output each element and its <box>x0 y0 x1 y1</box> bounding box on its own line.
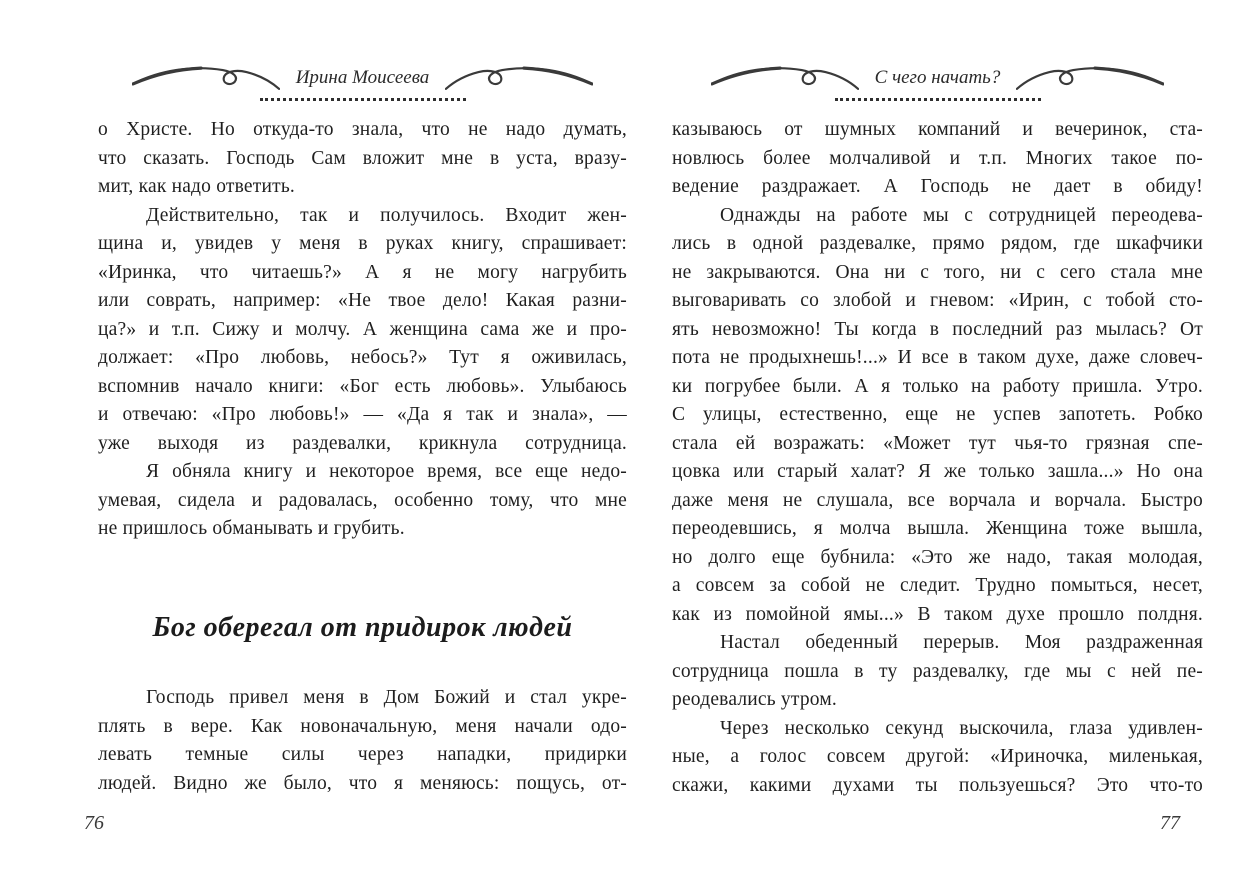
flourish-ornament-icon <box>132 62 280 94</box>
text-line: а совсем за собой не следит. Трудно помыться, несет, <box>672 575 1203 596</box>
left-page-header <box>98 62 627 101</box>
text-line: левать темные силы через нападки, придирки <box>98 744 627 765</box>
text-line: новлюсь более молчаливой и т.п. Многих такое по- <box>672 147 1203 169</box>
text-line: вспомнив начало книги: «Бог есть любовь». Улыбаюсь <box>98 375 627 397</box>
text-line: «Иринка, что читаешь?» А я не могу нагрубить <box>98 261 627 283</box>
text-line: людей. Видно же было, что я меняюсь: пощусь, от- <box>98 772 627 794</box>
text-line: цовка или старый халат? Я же только зашла...» Но она <box>672 461 1203 482</box>
right-page-body <box>672 116 1203 800</box>
dotted-rule <box>260 98 466 101</box>
running-title-author: Ирина Моисеева <box>295 67 430 88</box>
text-line: как из помойной ямы...» В таком духе прошло полдня. <box>672 603 1203 625</box>
flourish-ornament-icon <box>1016 62 1164 94</box>
text-line: ведение раздражает. А Господь не дает в обиду! <box>672 176 1203 197</box>
text-line: Настал обеденный перерыв. Моя раздраженная <box>720 632 1203 653</box>
running-title-chapter: С чего начать? <box>874 67 1001 88</box>
text-line: стала ей возражать: «Может тут чья-то грязная спе- <box>672 432 1203 454</box>
text-line: мит, как надо ответить. <box>98 176 296 197</box>
right-header-row <box>672 62 1203 94</box>
text-line: Господь привел меня в Дом Божий и стал укре- <box>146 687 627 708</box>
text-line: Я обняла книгу и некоторое время, все еще недо- <box>146 461 627 482</box>
text-line: ять невозможно! Ты когда в последний раз мылась? От <box>672 318 1203 340</box>
flourish-ornament-icon <box>445 62 593 94</box>
text-line: умевая, сидела и радовалась, особенно тому, что мне <box>98 489 627 511</box>
page-right <box>672 0 1203 882</box>
text-line: ца?» и т.п. Сижу и молчу. А женщина сама же и про- <box>98 318 627 340</box>
text-line: выговаривать со злобой и гневом: «Ирин, с тобой сто- <box>672 290 1203 311</box>
text-line: Действительно, так и получилось. Входит жен- <box>146 204 627 226</box>
text-line: скажи, какими духами ты пользуешься? Это что-то <box>672 774 1203 796</box>
text-line: уже выходя из раздевалки, крикнула сотрудница. <box>98 432 627 454</box>
text-line: о Христе. Но откуда-то знала, что не надо думать, <box>98 119 627 140</box>
text-line: Однажды на работе мы с сотрудницей переодева- <box>720 204 1203 226</box>
text-line: пота не продыхнешь!...» И все в таком духе, даже словеч- <box>672 347 1203 368</box>
text-line: и отвечаю: «Про любовь!» — «Да я так и знала», — <box>98 404 627 425</box>
text-line: щина и, увидев у меня в руках книгу, спрашивает: <box>98 233 627 254</box>
section-heading: Бог оберегал от придирок людей <box>152 612 573 643</box>
dotted-rule <box>835 98 1041 101</box>
left-header-row <box>98 62 627 94</box>
text-line: казываюсь от шумных компаний и вечеринок, ста- <box>672 119 1203 140</box>
text-line: ные, а голос совсем другой: «Ириночка, миленькая, <box>672 746 1203 767</box>
text-line: или соврать, например: «Не твое дело! Какая разни- <box>98 290 627 311</box>
text-line: переодевшись, я молча вышла. Женщина тоже вышла, <box>672 518 1203 539</box>
text-line: сотрудница пошла в ту раздевалку, где мы с ней пе- <box>672 660 1203 682</box>
text-line: С улицы, естественно, еще не успев запотеть. Робко <box>672 404 1203 425</box>
left-page-body-top <box>98 116 627 544</box>
flourish-ornament-icon <box>711 62 859 94</box>
text-line: что сказать. Господь Сам вложит мне в уста, вразу- <box>98 147 627 169</box>
left-page-body-bottom <box>98 684 627 798</box>
text-line: не закрываются. Она ни с того, ни с сего стала мне <box>672 261 1203 283</box>
page-left <box>98 0 627 882</box>
text-line: Через несколько секунд выскочила, глаза удивлен- <box>720 717 1203 739</box>
text-line: ки погрубее были. А я только на работу пришла. Утро. <box>672 375 1203 397</box>
text-line: даже меня не слушала, все ворчала и ворчала. Быстро <box>672 489 1203 511</box>
page-number-right: 77 <box>1160 812 1180 834</box>
text-line: реодевались утром. <box>672 689 837 710</box>
page-number-left: 76 <box>84 812 104 834</box>
text-line: не пришлось обманывать и грубить. <box>98 518 405 539</box>
text-line: плять в вере. Как новоначальную, меня начали одо- <box>98 715 627 737</box>
text-line: должает: «Про любовь, небось?» Тут я оживилась, <box>98 347 627 368</box>
right-page-header <box>672 62 1203 101</box>
text-line: лись в одной раздевалке, прямо рядом, где шкафчики <box>672 233 1203 254</box>
text-line: но долго еще бубнила: «Это же надо, такая молодая, <box>672 546 1203 568</box>
